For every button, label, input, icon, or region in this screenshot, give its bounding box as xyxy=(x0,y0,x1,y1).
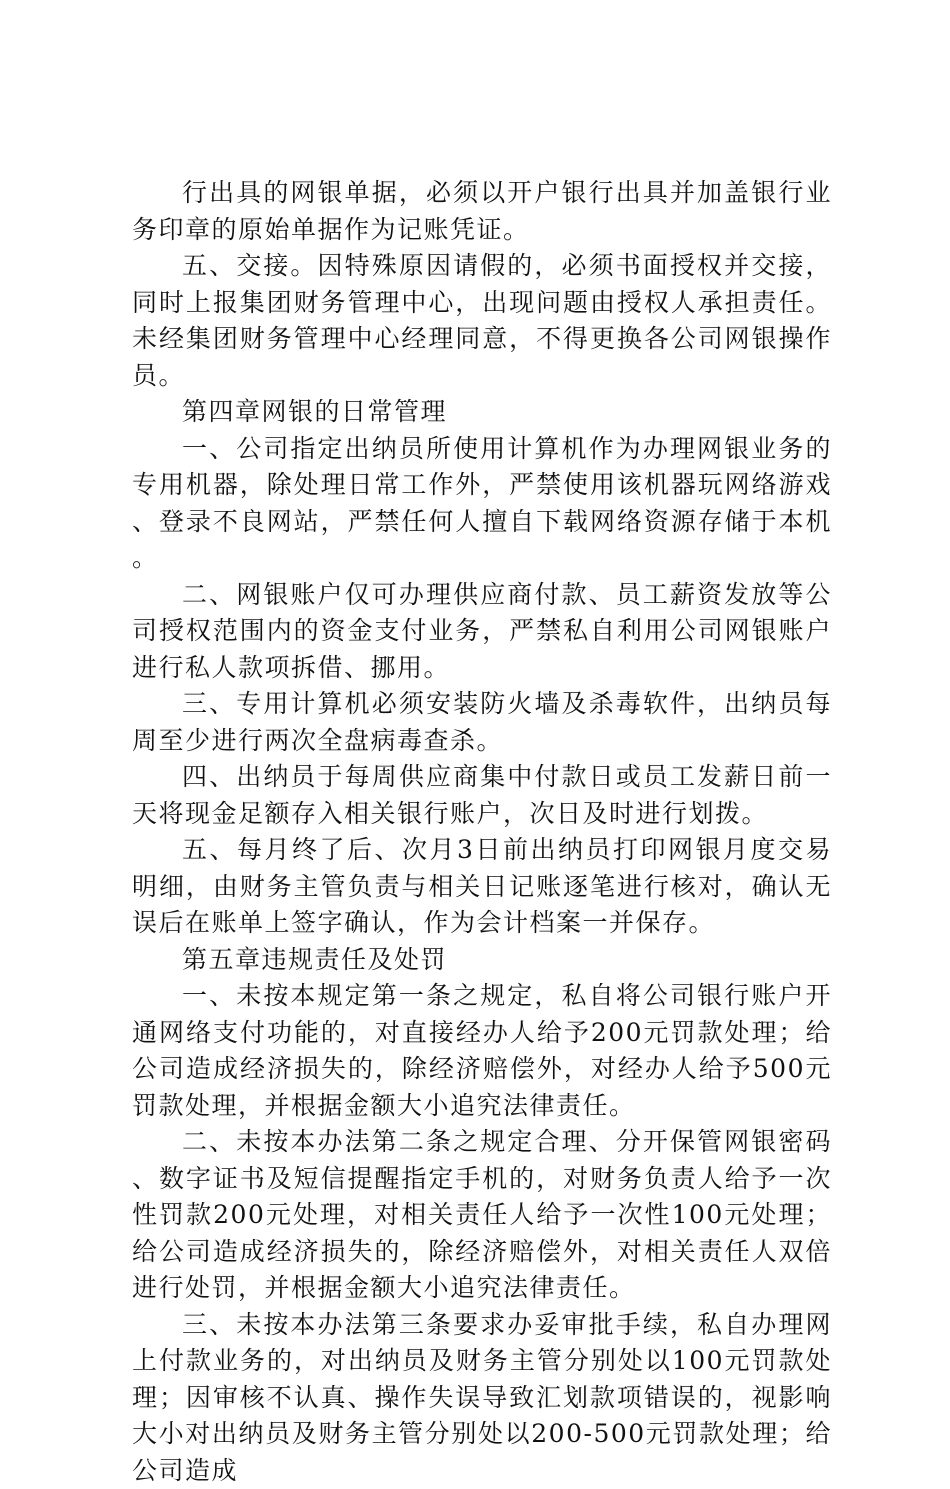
document-body xyxy=(132,175,832,1489)
paragraph-handover: 五、交接。因特殊原因请假的，必须书面授权并交接，同时上报集团财务管理中心，出现问题由授权人承担责任。未经集团财务管理中心经理同意，不得更换各公司网银操作员。 xyxy=(132,248,832,394)
paragraph-4-4: 四、出纳员于每周供应商集中付款日或员工发薪日前一天将现金足额存入相关银行账户，次日及时进行划拨。 xyxy=(132,759,832,832)
paragraph-4-5: 五、每月终了后、次月3日前出纳员打印网银月度交易明细，由财务主管负责与相关日记账逐笔进行核对，确认无误后在账单上签字确认，作为会计档案一并保存。 xyxy=(132,832,832,942)
paragraph-5-2: 二、未按本办法第二条之规定合理、分开保管网银密码、数字证书及短信提醒指定手机的，对财务负责人给予一次性罚款200元处理，对相关责任人给予一次性100元处理；给公司造成经济损失的，除经济赔偿外，对相关责任人双倍进行处罚，并根据金额大小追究法律责任。 xyxy=(132,1124,832,1307)
paragraph-4-2: 二、网银账户仅可办理供应商付款、员工薪资发放等公司授权范围内的资金支付业务，严禁私自利用公司网银账户进行私人款项拆借、挪用。 xyxy=(132,577,832,687)
chapter-4-heading: 第四章网银的日常管理 xyxy=(132,394,832,431)
paragraph-5-3: 三、未按本办法第三条要求办妥审批手续，私自办理网上付款业务的，对出纳员及财务主管分别处以100元罚款处理；因审核不认真、操作失误导致汇划款项错误的，视影响大小对出纳员及财务主管分别处以200-500元罚款处理；给公司造成 xyxy=(132,1307,832,1489)
paragraph-5-1: 一、未按本规定第一条之规定，私自将公司银行账户开通网络支付功能的，对直接经办人给予200元罚款处理；给公司造成经济损失的，除经济赔偿外，对经办人给予500元罚款处理，并根据金额大小追究法律责任。 xyxy=(132,978,832,1124)
paragraph-4-1: 一、公司指定出纳员所使用计算机作为办理网银业务的专用机器，除处理日常工作外，严禁使用该机器玩网络游戏、登录不良网站，严禁任何人擅自下载网络资源存储于本机。 xyxy=(132,431,832,577)
chapter-5-heading: 第五章违规责任及处罚 xyxy=(132,942,832,979)
paragraph-continuation: 行出具的网银单据，必须以开户银行出具并加盖银行业务印章的原始单据作为记账凭证。 xyxy=(132,175,832,248)
paragraph-4-3: 三、专用计算机必须安装防火墙及杀毒软件，出纳员每周至少进行两次全盘病毒查杀。 xyxy=(132,686,832,759)
